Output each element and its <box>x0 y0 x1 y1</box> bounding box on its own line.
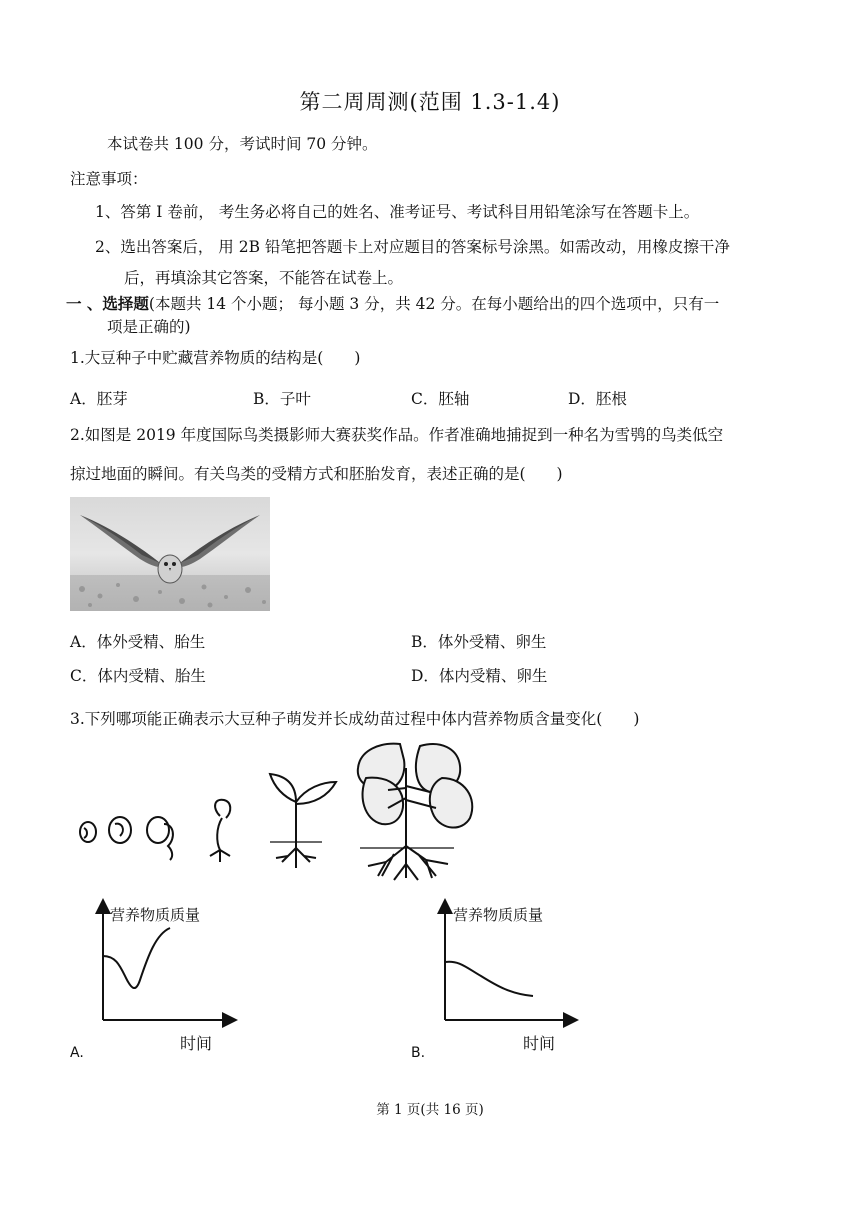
exam-intro: 本试卷共 100 分，考试时间 70 分钟。 <box>107 135 378 153</box>
notice-item-2-cont: 后，再填涂其它答案，不能答在试卷上。 <box>124 269 404 287</box>
page-footer: 第 1 页(共 16 页) <box>376 1102 484 1118</box>
notice-item-1: 1、答第 I 卷前， 考生务必将自己的姓名、准考证号、考试科目用铅笔涂写在答题卡上。 <box>95 203 700 221</box>
graph-a-xlabel: 时间 <box>180 1034 213 1053</box>
graph-b <box>411 898 581 1063</box>
graph-b-label: B. <box>411 1045 426 1061</box>
snowy-owl-photo <box>70 497 270 611</box>
nutrient-curve <box>103 928 170 988</box>
q2-option-c: C．体内受精、胎生 <box>70 667 206 685</box>
graph-a <box>70 898 240 1063</box>
graph-a-ylabel: 营养物质质量 <box>110 906 201 924</box>
page-title: 第二周周测(范围 1.3-1.4) <box>299 90 561 114</box>
graph-b-ylabel: 营养物质质量 <box>453 906 544 924</box>
q3-stem: 3.下列哪项能正确表示大豆种子萌发并长成幼苗过程中体内营养物质含量变化( ) <box>70 710 640 728</box>
nutrient-curve <box>445 962 533 996</box>
q1-option-a: A．胚芽 <box>70 390 128 408</box>
q2-stem-cont: 掠过地面的瞬间。有关鸟类的受精方式和胚胎发育，表述正确的是( ) <box>70 465 563 483</box>
q2-option-a: A．体外受精、胎生 <box>70 633 206 651</box>
q2-stem: 2.如图是 2019 年度国际鸟类摄影师大赛获奖作品。作者准确地捕捉到一种名为雪鸮的鸟类低空 <box>70 426 724 444</box>
q2-option-d: D．体内受精、卵生 <box>411 667 548 685</box>
graph-a-label: A. <box>70 1045 84 1061</box>
graph-b-xlabel: 时间 <box>523 1034 556 1053</box>
q2-option-b: B．体外受精、卵生 <box>411 633 547 651</box>
q1-stem: 1.大豆种子中贮藏营养物质的结构是( ) <box>70 349 361 367</box>
notice-label: 注意事项： <box>70 170 148 188</box>
q1-option-d: D．胚根 <box>568 390 627 408</box>
section-name: 选择题 <box>102 295 149 313</box>
section-number: 一 、 <box>66 295 103 313</box>
section-heading <box>66 294 719 314</box>
soybean-germination-diagram <box>70 738 480 886</box>
q1-option-b: B．子叶 <box>253 390 311 408</box>
section-desc-cont: 项是正确的) <box>107 318 191 336</box>
q1-option-c: C．胚轴 <box>411 390 470 408</box>
notice-item-2: 2、选出答案后， 用 2B 铅笔把答题卡上对应题目的答案标号涂黑。如需改动，用橡皮擦干净 <box>95 238 730 256</box>
section-desc: (本题共 14 个小题； 每小题 3 分，共 42 分。在每小题给出的四个选项中，只有一 <box>148 295 720 313</box>
